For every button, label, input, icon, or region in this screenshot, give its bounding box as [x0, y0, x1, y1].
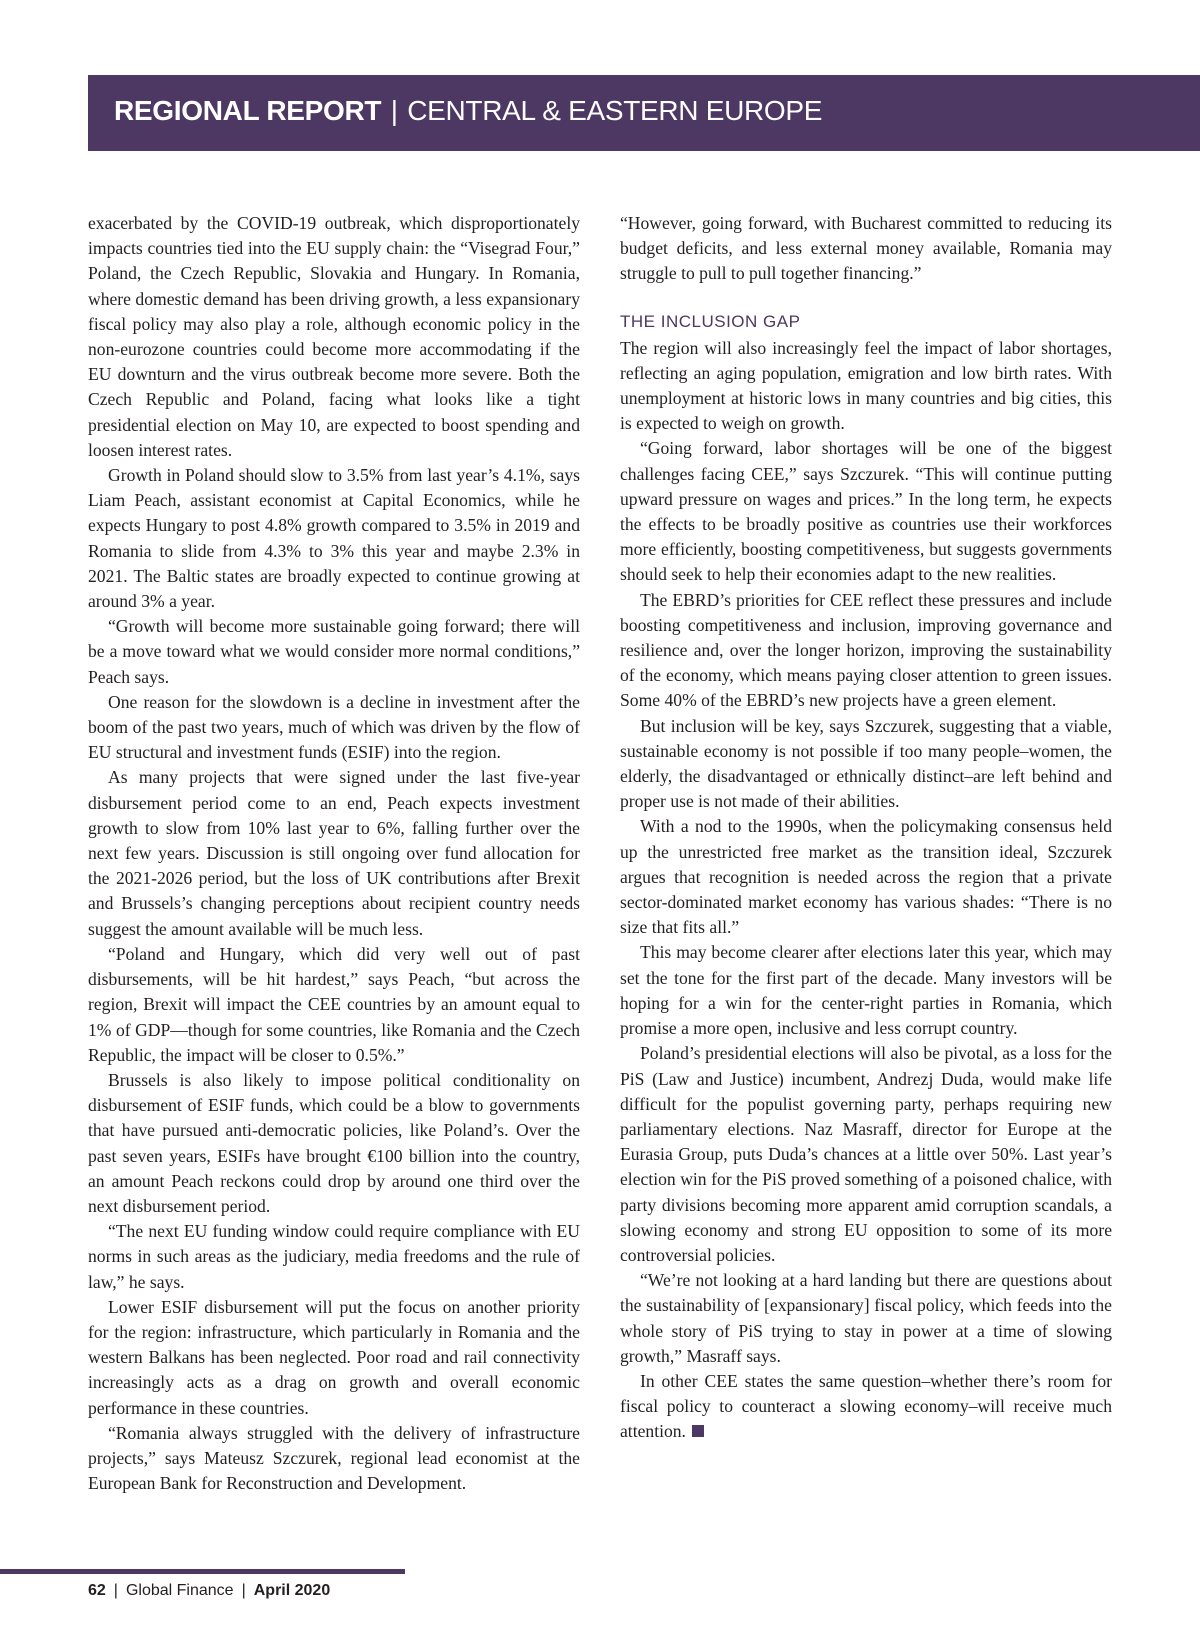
end-of-article-icon	[692, 1425, 704, 1437]
paragraph: As many projects that were signed under the last five-year disbursement period come to an end, Peach expects investment growth to slow from 10% last year to 6%, falling further over the next few years. Discussion is still ongoing over fund allocation for the 2021-2026 period, but the loss of UK contributions after Brexit and Brussels’s changing perceptions about recipient country needs suggest the amount available will be much less.	[88, 767, 580, 939]
paragraph: The region will also increasingly feel the impact of labor shortages, reflecting an aging population, emigration and low birth rates. With unemployment at historic lows in many countries and big cities, this is expected to weigh on growth.	[620, 337, 1112, 434]
article-column-left	[88, 211, 580, 1496]
paragraph: Brussels is also likely to impose political conditionality on disbursement of ESIF funds, which could be a blow to governments that have pursued anti-democratic policies, like Poland’s. Over the past seven years, ESIFs have brought €100 billion into the country, an amount Peach reckons could drop by around one third over the next disbursement period.	[88, 1069, 580, 1216]
banner-separator: |	[390, 95, 398, 126]
paragraph: One reason for the slowdown is a decline in investment after the boom of the past two years, much of which was driven by the flow of EU structural and investment funds (ESIF) into the region.	[88, 691, 580, 763]
publication-name: Global Finance	[125, 1582, 234, 1599]
paragraph: Lower ESIF disbursement will put the focus on another priority for the region: infrastructure, which particularly in Romania and the western Balkans has been neglected. Poor road and rail connectivity increasingly acts as a drag on growth and overall economic performance in these countries.	[88, 1296, 580, 1418]
paragraph: “The next EU funding window could require compliance with EU norms in such areas as the judiciary, media freedoms and the rule of law,” he says.	[88, 1221, 580, 1292]
section-banner	[88, 75, 1200, 151]
final-paragraph	[620, 1369, 1112, 1445]
section-heading: THE INCLUSION GAP	[620, 311, 801, 331]
paragraph: With a nod to the 1990s, when the policymaking consensus held up the unrestricted free market as the transition ideal, Szczurek argues that recognition is needed across the region that a private sector-dominated market economy has various shades: “There is no size that fits all.”	[620, 816, 1112, 938]
issue-date: April 2020	[253, 1582, 331, 1599]
page-footer	[88, 1582, 330, 1600]
paragraph: “Going forward, labor shortages will be one of the biggest challenges facing CEE,” says Szczurek. “This will continue putting upward pressure on wages and prices.” In the long term, he expects the effects to be broadly positive as countries use their workforces more efficiently, boosting competitiveness, but suggests governments should seek to help their economies adapt to the new realities.	[620, 438, 1112, 585]
paragraph: “Poland and Hungary, which did very well out of past disbursements, will be hit hardest,” says Peach, “but across the region, Brexit will impact the CEE countries by an amount equal to 1% of GDP—though for some countries, like Romania and the Czech Republic, the impact will be closer to 0.5%.”	[88, 943, 580, 1065]
paragraph: “Romania always struggled with the delivery of infrastructure projects,” says Mateusz Szczurek, regional lead economist at the European Bank for Reconstruction and Development.	[88, 1422, 580, 1494]
footer-separator: |	[113, 1582, 118, 1599]
paragraph: “However, going forward, with Bucharest committed to reducing its budget deficits, and less external money available, Romania may struggle to pull to pull together financing.”	[620, 213, 1112, 284]
paragraph: Poland’s presidential elections will also be pivotal, as a loss for the PiS (Law and Justice) incumbent, Andrezj Duda, would make life difficult for the populist governing party, perhaps requiring new parliamentary elections. Naz Masraff, director for Europe at the Eurasia Group, puts Duda’s chances at a little over 50%. Last year’s election win for the PiS proved something of a poisoned chalice, with party divisions becoming more apparent amid corruption scandals, a slowing economy and strong EU opposition to some of its more controversial policies.	[620, 1043, 1112, 1265]
article-column-right	[620, 211, 1112, 1445]
banner-title	[114, 95, 822, 127]
page-number: 62	[88, 1582, 106, 1599]
paragraph: Growth in Poland should slow to 3.5% from last year’s 4.1%, says Liam Peach, assistant economist at Capital Economics, while he expects Hungary to post 4.8% growth compared to 3.5% in 2019 and Romania to slide from 4.3% to 3% this year and maybe 2.3% in 2021. The Baltic states are broadly expected to continue growing at around 3% a year.	[88, 465, 580, 612]
footer-separator: |	[241, 1582, 246, 1599]
paragraph: “We’re not looking at a hard landing but there are questions about the sustainability of [expansionary] fiscal policy, which feeds into the whole story of PiS trying to stay in power at a time of slowing growth,” Masraff says.	[620, 1270, 1112, 1366]
footer-rule	[0, 1569, 405, 1574]
section-label: REGIONAL REPORT	[114, 95, 382, 126]
paragraph: exacerbated by the COVID-19 outbreak, which disproportionately impacts countries tied into the EU supply chain: the “Visegrad Four,” Poland, the Czech Republic, Slovakia and Hungary. In Romania, where domestic demand has been driving growth, a less expansionary fiscal policy may also play a role, although economic policy in the non-eurozone countries could become more accommodating if the EU downturn and the virus outbreak become more severe. Both the Czech Republic and Poland, facing what looks like a tight presidential election on May 10, are expected to boost spending and loosen interest rates.	[88, 213, 580, 460]
paragraph: This may become clearer after elections later this year, which may set the tone for the first part of the decade. Many investors will be hoping for a win for the center-right parties in Romania, which promise a more open, inclusive and less corrupt country.	[620, 942, 1112, 1039]
paragraph: But inclusion will be key, says Szczurek, suggesting that a viable, sustainable economy is not possible if too many people–women, the elderly, the disadvantaged or ethnically distinct–are left behind and proper use is not made of their abilities.	[620, 715, 1112, 812]
region-label: CENTRAL & EASTERN EUROPE	[407, 95, 823, 126]
final-paragraph-text: In other CEE states the same question–whether there’s room for fiscal policy to counteract a slowing economy–will receive much attention.	[620, 1370, 1112, 1442]
paragraph: “Growth will become more sustainable going forward; there will be a move toward what we would consider more normal conditions,” Peach says.	[88, 616, 580, 687]
paragraph: The EBRD’s priorities for CEE reflect these pressures and include boosting competitiveness and inclusion, improving governance and resilience and, over the longer horizon, improving the sustainability of the economy, which means paying closer attention to green issues. Some 40% of the EBRD’s new projects have a green element.	[620, 589, 1112, 711]
